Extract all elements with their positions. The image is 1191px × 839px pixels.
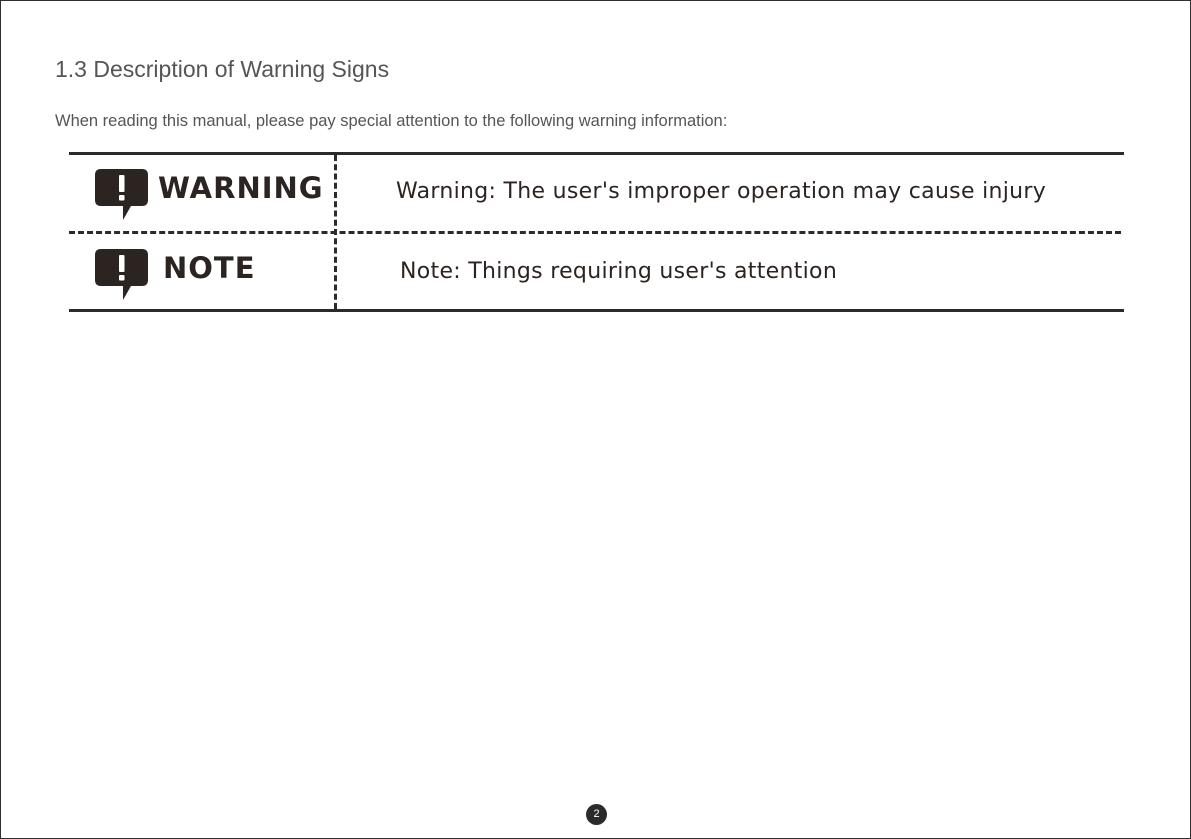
- note-label: NOTE: [163, 251, 256, 285]
- exclamation-speech-bubble-icon: [95, 169, 148, 221]
- note-description: Note: Things requiring user's attention: [400, 259, 838, 284]
- page-number: 2: [586, 804, 607, 825]
- section-title: 1.3 Description of Warning Signs: [55, 56, 390, 82]
- warning-label: WARNING: [158, 171, 324, 205]
- warning-row: [69, 155, 1124, 232]
- warning-description: Warning: The user's improper operation may cause injury: [396, 179, 1047, 204]
- intro-text: When reading this manual, please pay special attention to the following warning information:: [55, 112, 728, 130]
- column-divider: [334, 155, 337, 309]
- exclamation-speech-bubble-icon: [95, 249, 148, 301]
- note-row: [69, 234, 1124, 311]
- warning-signs-table: [69, 152, 1124, 312]
